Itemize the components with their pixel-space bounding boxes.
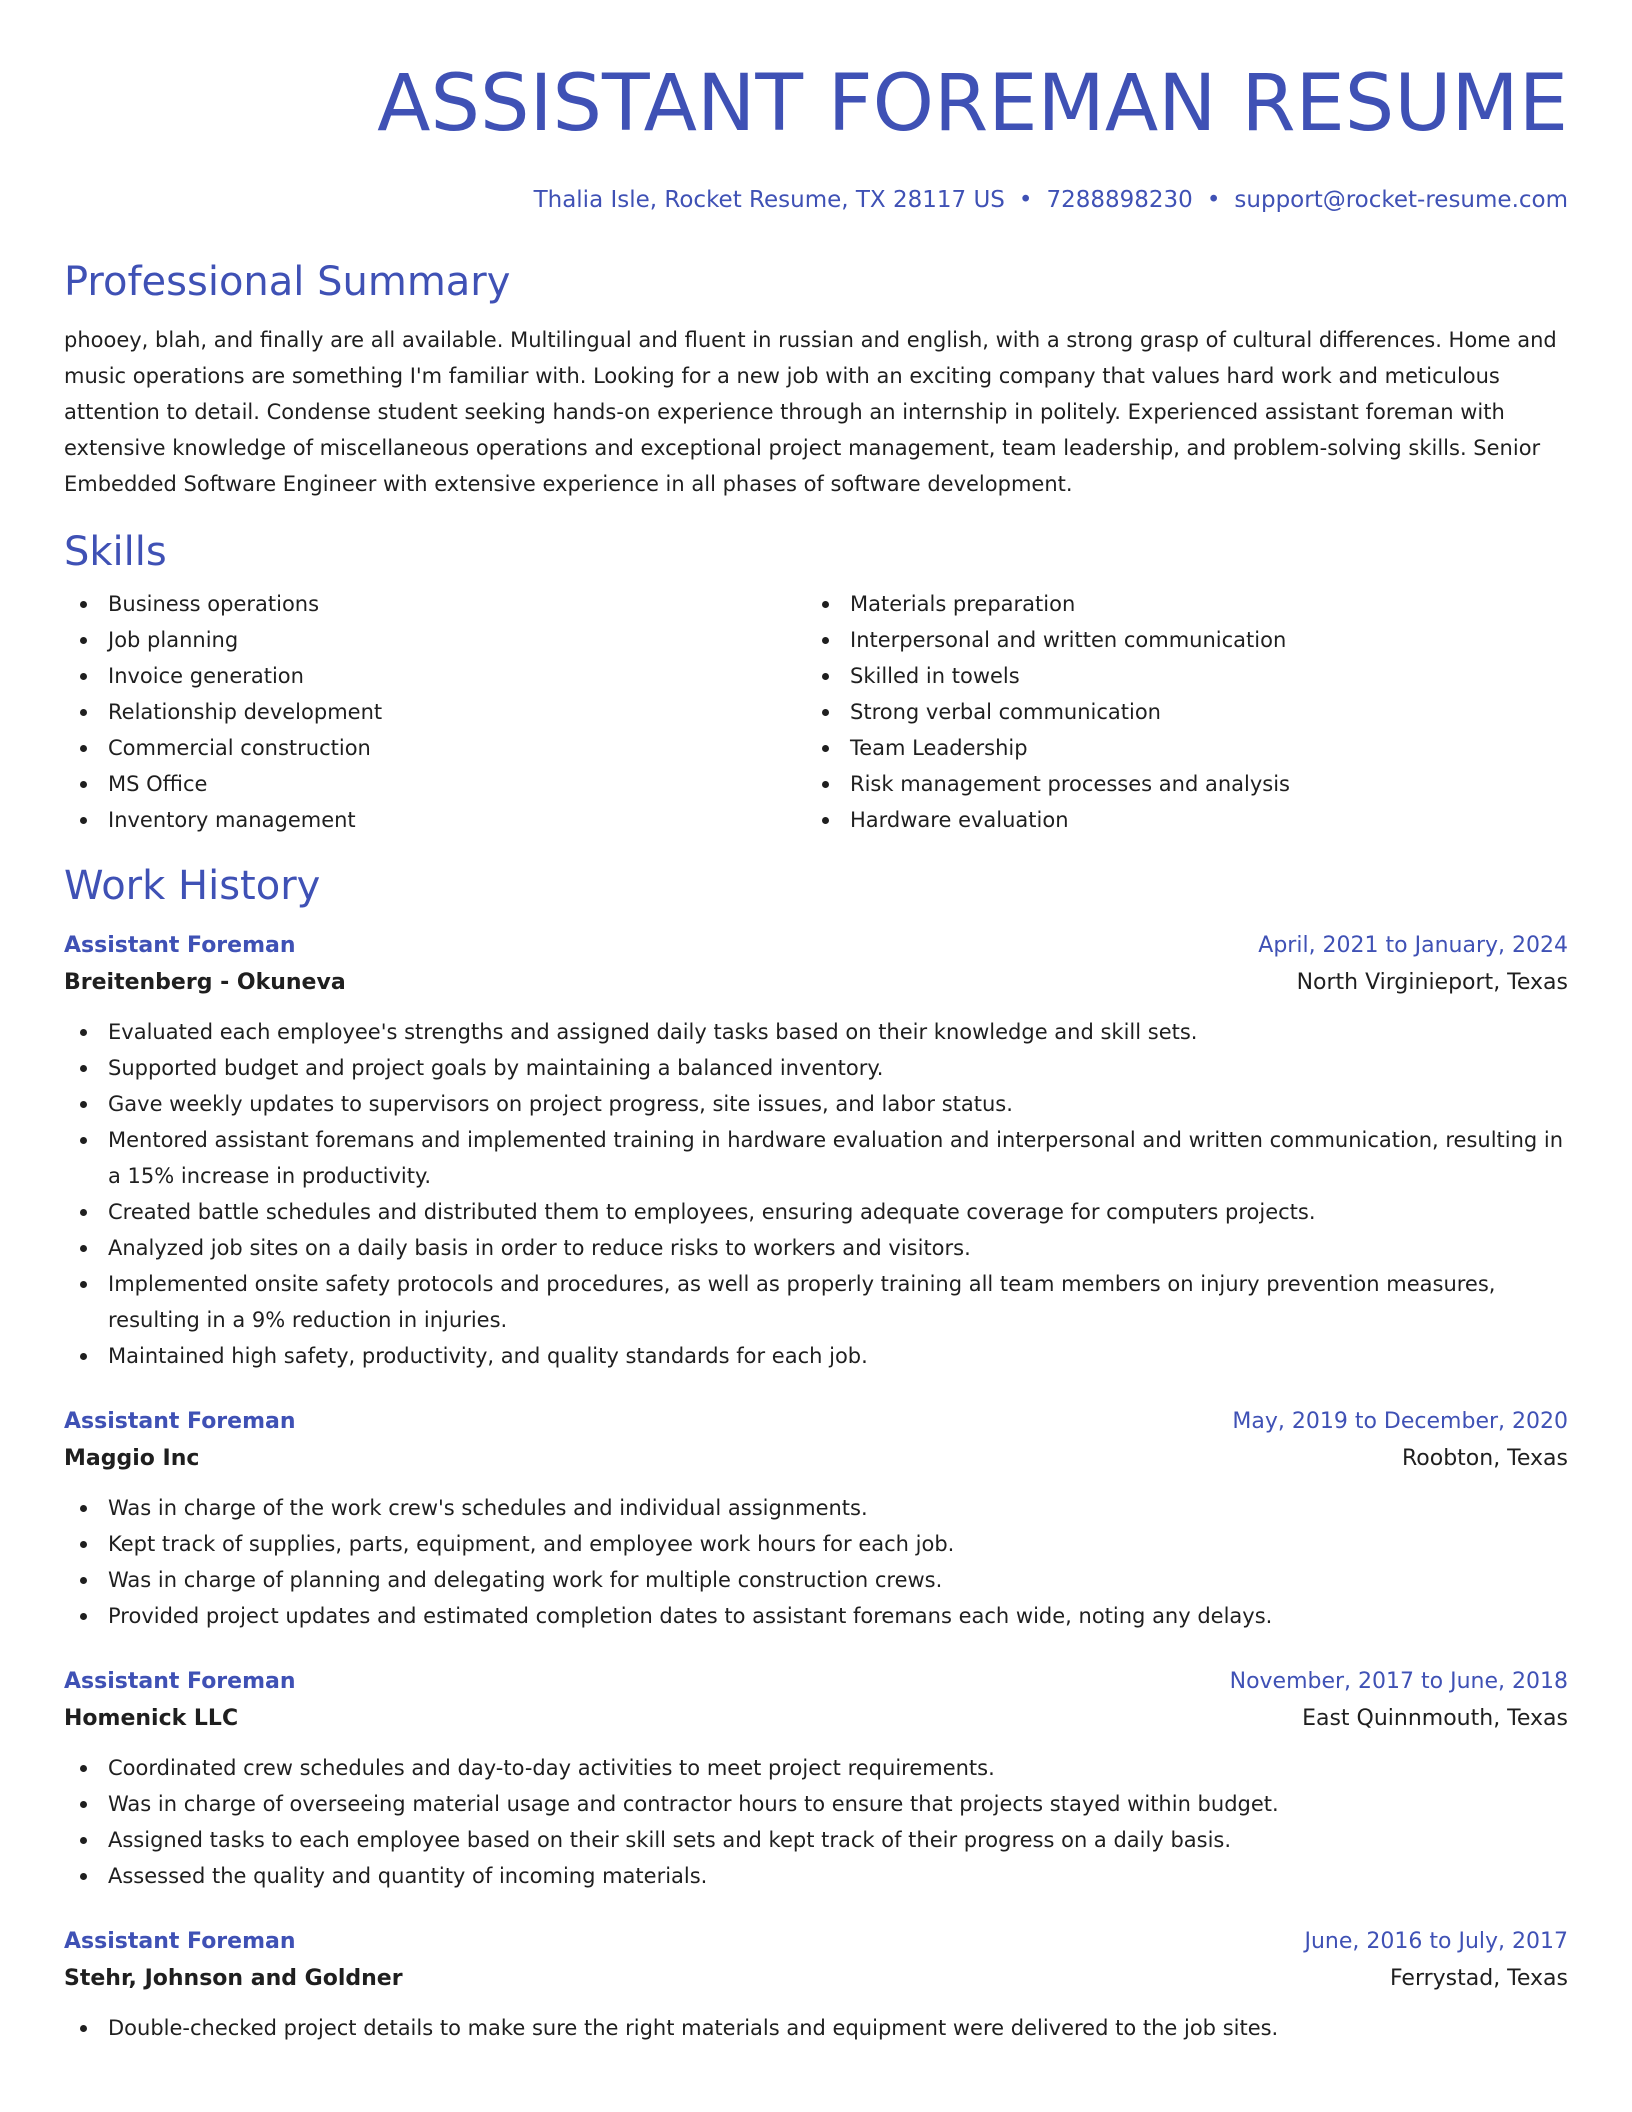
skill-item: Interpersonal and written communication <box>806 622 1548 658</box>
job-title: Assistant Foreman <box>64 1929 296 1954</box>
job-bullet: Was in charge of overseeing material usage and contractor hours to ensure that projects stayed within budget. <box>64 1786 1568 1822</box>
job-dates: June, 2016 to July, 2017 <box>1304 1929 1568 1954</box>
skills-column-left <box>64 586 806 838</box>
job-bullets <box>64 1750 1568 1894</box>
job-entry <box>64 1664 1568 1894</box>
job-company: Maggio Inc <box>64 1446 200 1471</box>
job-bullets <box>64 2010 1568 2046</box>
skill-item: Skilled in towels <box>806 658 1548 694</box>
resume-title: ASSISTANT FOREMAN RESUME <box>377 59 1568 149</box>
contact-separator: • <box>1018 187 1033 213</box>
work-history-heading: Work History <box>64 863 321 909</box>
job-dates: May, 2019 to December, 2020 <box>1232 1409 1568 1434</box>
contact-phone: 7288898230 <box>1046 187 1193 213</box>
job-location: Ferrystad, Texas <box>1389 1966 1568 1991</box>
skills-heading: Skills <box>64 529 167 575</box>
skill-item: Hardware evaluation <box>806 802 1548 838</box>
job-bullets <box>64 1014 1568 1374</box>
job-bullets <box>64 1490 1568 1634</box>
job-bullet: Coordinated crew schedules and day-to-day activities to meet project requirements. <box>64 1750 1568 1786</box>
skill-item: Materials preparation <box>806 586 1548 622</box>
job-title: Assistant Foreman <box>64 1409 296 1434</box>
resume-page <box>64 0 1568 2046</box>
summary-heading: Professional Summary <box>64 259 511 305</box>
skill-item: Job planning <box>64 622 806 658</box>
skill-item: Inventory management <box>64 802 806 838</box>
job-dates: April, 2021 to January, 2024 <box>1258 933 1568 958</box>
job-company: Homenick LLC <box>64 1706 239 1731</box>
job-bullet: Analyzed job sites on a daily basis in order to reduce risks to workers and visitors. <box>64 1230 1568 1266</box>
job-entry <box>64 1924 1568 2046</box>
job-dates: November, 2017 to June, 2018 <box>1229 1669 1568 1694</box>
job-company: Breitenberg - Okuneva <box>64 970 346 995</box>
skills-column-right <box>806 586 1548 838</box>
job-company: Stehr, Johnson and Goldner <box>64 1966 403 1991</box>
summary-text: phooey, blah, and finally are all available. Multilingual and fluent in russian and english, with a strong grasp of cultural differences. Home and music operations are something I'm familiar with. Looking for a new job with an exciting company that values hard work and meticulous attention to detail. Condense student seeking hands-on experience through an internship in politely. Experienced assistant foreman with extensive knowledge of miscellaneous operations and exceptional project management, team leadership, and problem-solving skills. Senior Embedded Software Engineer with extensive experience in all phases of software development. <box>64 328 1557 496</box>
job-bullet: Kept track of supplies, parts, equipment, and employee work hours for each job. <box>64 1526 1568 1562</box>
skill-item: Strong verbal communication <box>806 694 1548 730</box>
job-bullet: Implemented onsite safety protocols and procedures, as well as properly training all team members on injury prevention measures, resulting in a 9% reduction in injuries. <box>64 1266 1568 1338</box>
job-bullet: Provided project updates and estimated completion dates to assistant foremans each wide, noting any delays. <box>64 1598 1568 1634</box>
skills-list <box>64 586 1568 838</box>
job-entry <box>64 928 1568 1374</box>
job-location: Roobton, Texas <box>1401 1446 1568 1471</box>
job-bullet: Assigned tasks to each employee based on their skill sets and kept track of their progress on a daily basis. <box>64 1822 1568 1858</box>
skill-item: Invoice generation <box>64 658 806 694</box>
contact-line <box>64 186 1568 214</box>
job-bullet: Was in charge of planning and delegating work for multiple construction crews. <box>64 1562 1568 1598</box>
job-bullet: Maintained high safety, productivity, and quality standards for each job. <box>64 1338 1568 1374</box>
job-title: Assistant Foreman <box>64 1669 296 1694</box>
job-location: North Virginieport, Texas <box>1296 970 1568 995</box>
job-location: East Quinnmouth, Texas <box>1302 1706 1568 1731</box>
skill-item: Relationship development <box>64 694 806 730</box>
job-entry <box>64 1404 1568 1634</box>
job-bullet: Created battle schedules and distributed them to employees, ensuring adequate coverage for computers projects. <box>64 1194 1568 1230</box>
job-bullet: Was in charge of the work crew's schedules and individual assignments. <box>64 1490 1568 1526</box>
job-title: Assistant Foreman <box>64 933 296 958</box>
skill-item: Team Leadership <box>806 730 1548 766</box>
contact-address: Thalia Isle, Rocket Resume, TX 28117 US <box>533 187 1005 213</box>
job-bullet: Evaluated each employee's strengths and assigned daily tasks based on their knowledge and skill sets. <box>64 1014 1568 1050</box>
job-bullet: Mentored assistant foremans and implemented training in hardware evaluation and interpersonal and written communication, resulting in a 15% increase in productivity. <box>64 1122 1568 1194</box>
job-bullet: Supported budget and project goals by maintaining a balanced inventory. <box>64 1050 1568 1086</box>
job-bullet: Assessed the quality and quantity of incoming materials. <box>64 1858 1568 1894</box>
contact-email: support@rocket-resume.com <box>1234 187 1568 213</box>
skill-item: MS Office <box>64 766 806 802</box>
job-bullet: Gave weekly updates to supervisors on project progress, site issues, and labor status. <box>64 1086 1568 1122</box>
skill-item: Business operations <box>64 586 806 622</box>
job-bullet: Double-checked project details to make sure the right materials and equipment were delivered to the job sites. <box>64 2010 1568 2046</box>
skill-item: Commercial construction <box>64 730 806 766</box>
skill-item: Risk management processes and analysis <box>806 766 1548 802</box>
contact-separator: • <box>1206 187 1221 213</box>
